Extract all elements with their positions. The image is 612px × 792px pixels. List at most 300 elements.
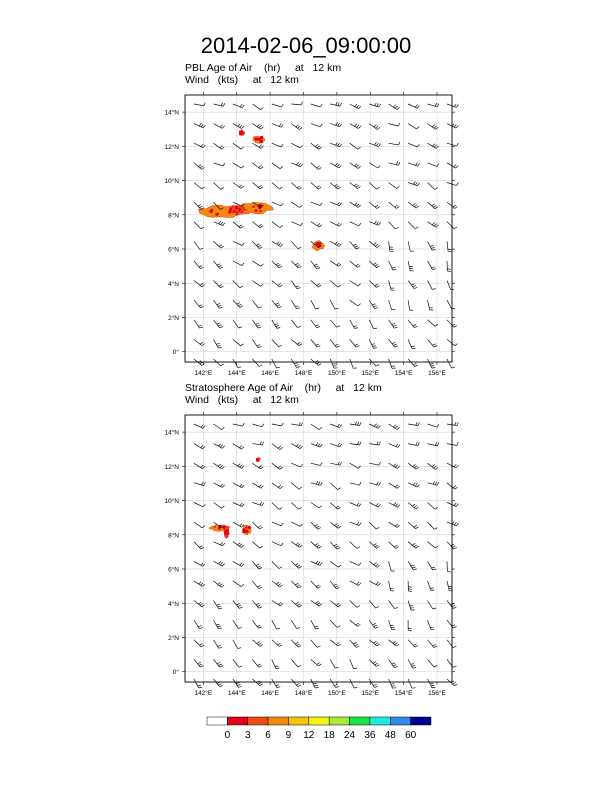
barb-feather (340, 462, 342, 465)
barb-shaft (272, 281, 280, 287)
wind-barb (233, 281, 243, 288)
x-tick-label: 142°E (194, 370, 213, 377)
wind-barb (428, 442, 439, 446)
barb-feather (319, 427, 322, 429)
barb-shaft (350, 581, 359, 586)
barb-feather (357, 105, 359, 108)
wind-barb (389, 542, 399, 549)
barb-feather (238, 367, 241, 368)
barb-feather (435, 442, 437, 445)
barb-feather (453, 627, 456, 629)
barb-feather (414, 525, 417, 527)
barb-feather (297, 186, 300, 188)
barb-feather (353, 244, 356, 246)
wind-barb (408, 124, 419, 129)
wind-barb (408, 542, 419, 549)
wind-barb (369, 103, 380, 107)
barb-shaft (447, 463, 456, 468)
barb-feather (281, 124, 283, 127)
barb-feather (314, 264, 317, 265)
barb-feather (317, 545, 320, 547)
barb-feather (398, 162, 400, 165)
barb-feather (198, 205, 201, 207)
barb-feather (298, 326, 301, 327)
wind-barb (369, 142, 380, 146)
wind-barb (272, 124, 283, 128)
barb-feather (335, 163, 338, 165)
barb-feather (318, 443, 320, 446)
wind-barb (389, 162, 400, 166)
barb-feather (199, 687, 202, 688)
x-tick-label: 142°E (194, 690, 213, 697)
barb-feather (279, 266, 282, 268)
wind-barb (330, 542, 340, 550)
barb-feather (338, 488, 341, 490)
colorbar-swatch (309, 717, 329, 725)
barb-feather (357, 125, 359, 128)
barb-feather (356, 623, 359, 625)
barb-feather (316, 481, 318, 484)
age-of-air-blob (242, 202, 274, 213)
x-tick-label: 144°E (227, 370, 246, 377)
barb-feather (414, 506, 417, 508)
barb-shaft (428, 522, 435, 529)
barb-feather (338, 462, 340, 465)
wind-barb (252, 581, 262, 589)
barb-feather (319, 225, 322, 227)
barb-feather (301, 164, 303, 167)
wind-barb (233, 522, 244, 527)
wind-barb (233, 581, 244, 587)
barb-feather (360, 422, 361, 425)
barb-feather (201, 563, 203, 566)
barb-shaft (272, 183, 280, 189)
colorbar-swatch (411, 717, 431, 725)
barb-feather (298, 646, 301, 648)
wind-barb (194, 339, 205, 345)
barb-feather (433, 269, 436, 270)
barb-feather (256, 603, 259, 604)
barb-feather (200, 166, 203, 168)
barb-feather (217, 604, 220, 605)
barb-feather (277, 305, 280, 307)
barb-feather (338, 187, 341, 189)
barb-shaft (447, 300, 452, 309)
wind-barb (233, 679, 242, 687)
colorbar-swatch (207, 717, 227, 725)
barb-feather (296, 444, 298, 447)
age-of-air-speck (239, 130, 242, 133)
barb-shaft (272, 542, 281, 546)
wind-barb (214, 659, 224, 667)
wind-barb (252, 320, 261, 328)
wind-barb (311, 183, 322, 190)
barb-feather (238, 605, 241, 606)
wind-barb (428, 503, 438, 510)
barb-feather (377, 565, 380, 567)
barb-feather (257, 664, 260, 665)
barb-feather (317, 223, 320, 225)
age-of-air-speck (256, 459, 259, 462)
age-of-air-speck (211, 209, 213, 211)
wind-barb (330, 424, 341, 428)
barb-feather (339, 244, 342, 246)
barb-shaft (291, 183, 298, 190)
barb-feather (295, 263, 298, 265)
panel-2 (164, 412, 458, 697)
barb-shaft (233, 281, 240, 288)
wind-barb (330, 561, 341, 567)
barb-feather (260, 684, 263, 686)
barb-feather (222, 485, 224, 488)
barb-feather (238, 648, 241, 649)
barb-shaft (272, 359, 277, 368)
wind-barb (428, 103, 440, 107)
wind-barb (311, 659, 322, 666)
wind-barb (214, 542, 225, 546)
wind-barb (350, 339, 360, 347)
barb-feather (372, 304, 375, 305)
barb-shaft (408, 241, 410, 251)
wind-barb (194, 601, 205, 607)
wind-barb (350, 163, 361, 169)
age-of-air-speck (260, 210, 262, 212)
barb-feather (434, 666, 437, 668)
wind-barb (369, 281, 379, 288)
barb-feather (378, 166, 381, 168)
barb-feather (379, 442, 380, 445)
y-tick-label: 0° (172, 669, 179, 677)
barb-feather (434, 646, 437, 647)
barb-feather (456, 166, 459, 168)
barb-feather (276, 685, 279, 686)
barb-shaft (350, 679, 354, 688)
wind-barb (272, 359, 280, 368)
barb-feather (299, 566, 302, 568)
barb-feather (456, 126, 458, 129)
barb-shaft (389, 183, 397, 189)
barb-feather (257, 566, 260, 568)
barb-feather (434, 126, 437, 128)
barb-feather (240, 503, 242, 506)
barb-feather (413, 363, 416, 365)
wind-barb (272, 281, 283, 287)
colorbar-swatch (390, 717, 410, 725)
barb-shaft (233, 124, 242, 129)
barb-feather (359, 504, 361, 507)
barb-feather (223, 223, 225, 226)
barb-feather (338, 526, 341, 528)
barb-shaft (350, 261, 358, 268)
barb-shaft (252, 542, 260, 549)
barb-feather (454, 104, 456, 107)
barb-shaft (389, 261, 393, 270)
barb-feather (200, 666, 203, 668)
barb-feather (397, 186, 400, 188)
barb-feather (338, 424, 340, 427)
barb-feather (358, 624, 361, 626)
barb-feather (238, 543, 241, 545)
barb-feather (259, 224, 262, 226)
barb-feather (278, 643, 281, 645)
barb-feather (316, 561, 318, 564)
wind-barb (233, 104, 244, 108)
barb-shaft (291, 659, 298, 667)
barb-feather (335, 667, 338, 668)
barb-feather (280, 166, 283, 168)
colorbar-swatch (268, 717, 288, 725)
barb-shaft (291, 202, 299, 207)
wind-barb (194, 222, 204, 229)
barb-feather (278, 446, 281, 448)
wind-barb (291, 659, 301, 667)
y-tick-label: 14°N (164, 429, 179, 437)
barb-feather (298, 586, 301, 588)
barb-shaft (272, 620, 277, 629)
colorbar-label: 6 (265, 730, 271, 741)
barb-feather (280, 244, 283, 246)
barb-feather (218, 347, 221, 348)
barb-feather (280, 187, 283, 189)
barb-feather (334, 584, 337, 585)
barb-feather (201, 645, 204, 647)
barb-feather (219, 608, 222, 609)
wind-barb (214, 281, 224, 288)
wind-barb (330, 620, 340, 627)
wind-barb (408, 281, 417, 289)
barb-shaft (330, 300, 335, 309)
barb-shaft (447, 241, 448, 251)
barb-feather (259, 145, 262, 147)
barb-feather (242, 126, 245, 128)
wind-barb (389, 261, 397, 270)
barb-feather (317, 186, 320, 188)
barb-feather (203, 564, 205, 567)
age-of-air-speck (252, 206, 254, 208)
barb-feather (394, 327, 397, 328)
wind-barb (272, 163, 283, 169)
barb-shaft (408, 601, 411, 611)
barb-feather (437, 424, 439, 427)
barb-feather (356, 346, 359, 348)
wind-barb (408, 640, 418, 647)
wind-barb (291, 241, 301, 249)
barb-feather (280, 285, 283, 287)
barb-shaft (233, 640, 238, 649)
wind-barb (233, 659, 242, 667)
barb-feather (297, 585, 300, 587)
wind-barb (252, 241, 262, 248)
barb-feather (238, 686, 241, 687)
barb-feather (338, 143, 340, 146)
barb-feather (355, 246, 358, 248)
field-level: 12 km (312, 62, 342, 74)
barb-shaft (389, 679, 393, 688)
barb-shaft (252, 143, 261, 148)
barb-feather (437, 164, 439, 167)
x-tick-label: 154°E (394, 370, 413, 377)
barb-feather (200, 603, 203, 605)
barb-shaft (252, 222, 260, 228)
age-of-air-speck (230, 209, 232, 211)
wind-barb (408, 442, 419, 446)
barb-feather (258, 627, 261, 628)
barb-feather (257, 124, 260, 126)
barb-feather (220, 267, 223, 268)
wind-barb (272, 320, 280, 329)
wind-barb (311, 300, 319, 309)
wind-barb (214, 221, 225, 226)
wind-barb (272, 339, 282, 346)
barb-feather (259, 126, 262, 128)
wind-barb (389, 463, 400, 468)
wind-barb (233, 320, 242, 328)
barb-feather (353, 643, 356, 645)
barb-shaft (311, 202, 320, 205)
barb-feather (301, 223, 303, 226)
wind-barb (272, 483, 283, 489)
age-of-air-speck (245, 530, 247, 532)
barb-feather (358, 304, 361, 306)
barb-feather (219, 307, 222, 308)
barb-feather (198, 685, 201, 686)
y-tick-label: 10°N (164, 178, 179, 186)
barb-feather (217, 626, 220, 627)
barb-feather (320, 203, 322, 206)
barb-feather (392, 342, 395, 343)
barb-shaft (408, 202, 416, 208)
barb-feather (416, 206, 419, 208)
wind-barb (194, 320, 203, 328)
wind-barb (291, 561, 301, 568)
barb-feather (355, 328, 358, 329)
barb-feather (451, 289, 455, 290)
colorbar-swatch (370, 717, 390, 725)
barb-feather (339, 166, 342, 169)
barb-feather (359, 106, 361, 109)
wind-barb (330, 601, 341, 607)
barb-feather (258, 347, 261, 348)
barb-feather (337, 626, 340, 628)
colorbar-swatch (248, 717, 268, 725)
barb-feather (295, 642, 298, 644)
barb-feather (200, 283, 203, 285)
barb-feather (433, 481, 435, 484)
wind-barb (194, 300, 204, 308)
barb-feather (413, 286, 416, 287)
barb-shaft (311, 281, 319, 288)
barb-feather (278, 602, 281, 604)
y-tick-label: 12°N (164, 143, 179, 151)
age-of-air-speck (316, 242, 319, 245)
barb-shaft (194, 104, 204, 106)
wind-barb (311, 339, 321, 347)
barb-shaft (408, 542, 416, 549)
barb-feather (297, 644, 300, 646)
barb-shaft (311, 640, 317, 648)
barb-feather (434, 224, 437, 226)
barb-feather (218, 464, 221, 466)
barb-shaft (272, 444, 280, 450)
barb-feather (454, 125, 456, 128)
barb-feather (259, 466, 262, 468)
barb-shaft (252, 522, 259, 529)
barb-shaft (311, 300, 316, 309)
barb-shaft (447, 339, 455, 345)
barb-feather (336, 186, 339, 188)
wind-barb (272, 659, 280, 668)
barb-feather (280, 447, 283, 449)
barb-feather (338, 123, 340, 126)
field-unit: (hr) (264, 62, 281, 74)
barb-shaft (233, 659, 239, 667)
barb-feather (454, 165, 457, 167)
barb-feather (200, 306, 203, 307)
wind-at: at (252, 394, 262, 406)
wind-barb (350, 241, 360, 249)
barb-feather (281, 104, 283, 107)
barb-feather (418, 183, 420, 186)
barb-shaft (194, 163, 202, 170)
barb-feather (396, 206, 399, 208)
barb-feather (298, 445, 300, 448)
barb-feather (373, 544, 376, 546)
wind-barb (428, 481, 439, 485)
barb-feather (375, 205, 378, 207)
barb-feather (239, 666, 242, 667)
wind-barb (272, 222, 283, 228)
wind-barb (428, 339, 438, 347)
barb-feather (316, 585, 319, 587)
barb-feather (394, 503, 396, 506)
barb-feather (356, 248, 359, 250)
wind-barb (214, 620, 222, 629)
colorbar-label: 18 (323, 730, 335, 741)
barb-feather (337, 164, 340, 166)
barb-shaft (291, 320, 297, 328)
barb-feather (262, 442, 263, 445)
barb-feather (430, 246, 433, 247)
wind-barb (389, 300, 396, 310)
wind-barb (330, 522, 341, 528)
barb-feather (336, 102, 338, 105)
barb-feather (416, 527, 419, 529)
y-tick-label: 4°N (168, 600, 179, 608)
barb-shaft (194, 601, 202, 607)
wind-barb (291, 202, 302, 207)
barb-feather (394, 344, 397, 346)
wind-level: 12 km (270, 394, 299, 406)
wind-barb (369, 503, 380, 507)
barb-feather (301, 102, 302, 105)
barb-feather (432, 204, 435, 206)
wind-barb (330, 339, 339, 347)
wind-unit: (kts) (217, 74, 239, 86)
wind-barb (330, 202, 341, 206)
barb-feather (338, 443, 340, 446)
wind-barb (330, 142, 341, 146)
barb-shaft (389, 581, 391, 591)
wind-barb (214, 463, 225, 469)
barb-feather (318, 364, 321, 366)
colorbar (207, 717, 431, 741)
barb-shaft (233, 581, 241, 587)
barb-shaft (408, 222, 415, 229)
barb-feather (435, 324, 438, 326)
wind-barb (330, 359, 337, 368)
wind-barb (330, 222, 341, 227)
barb-feather (395, 465, 398, 468)
